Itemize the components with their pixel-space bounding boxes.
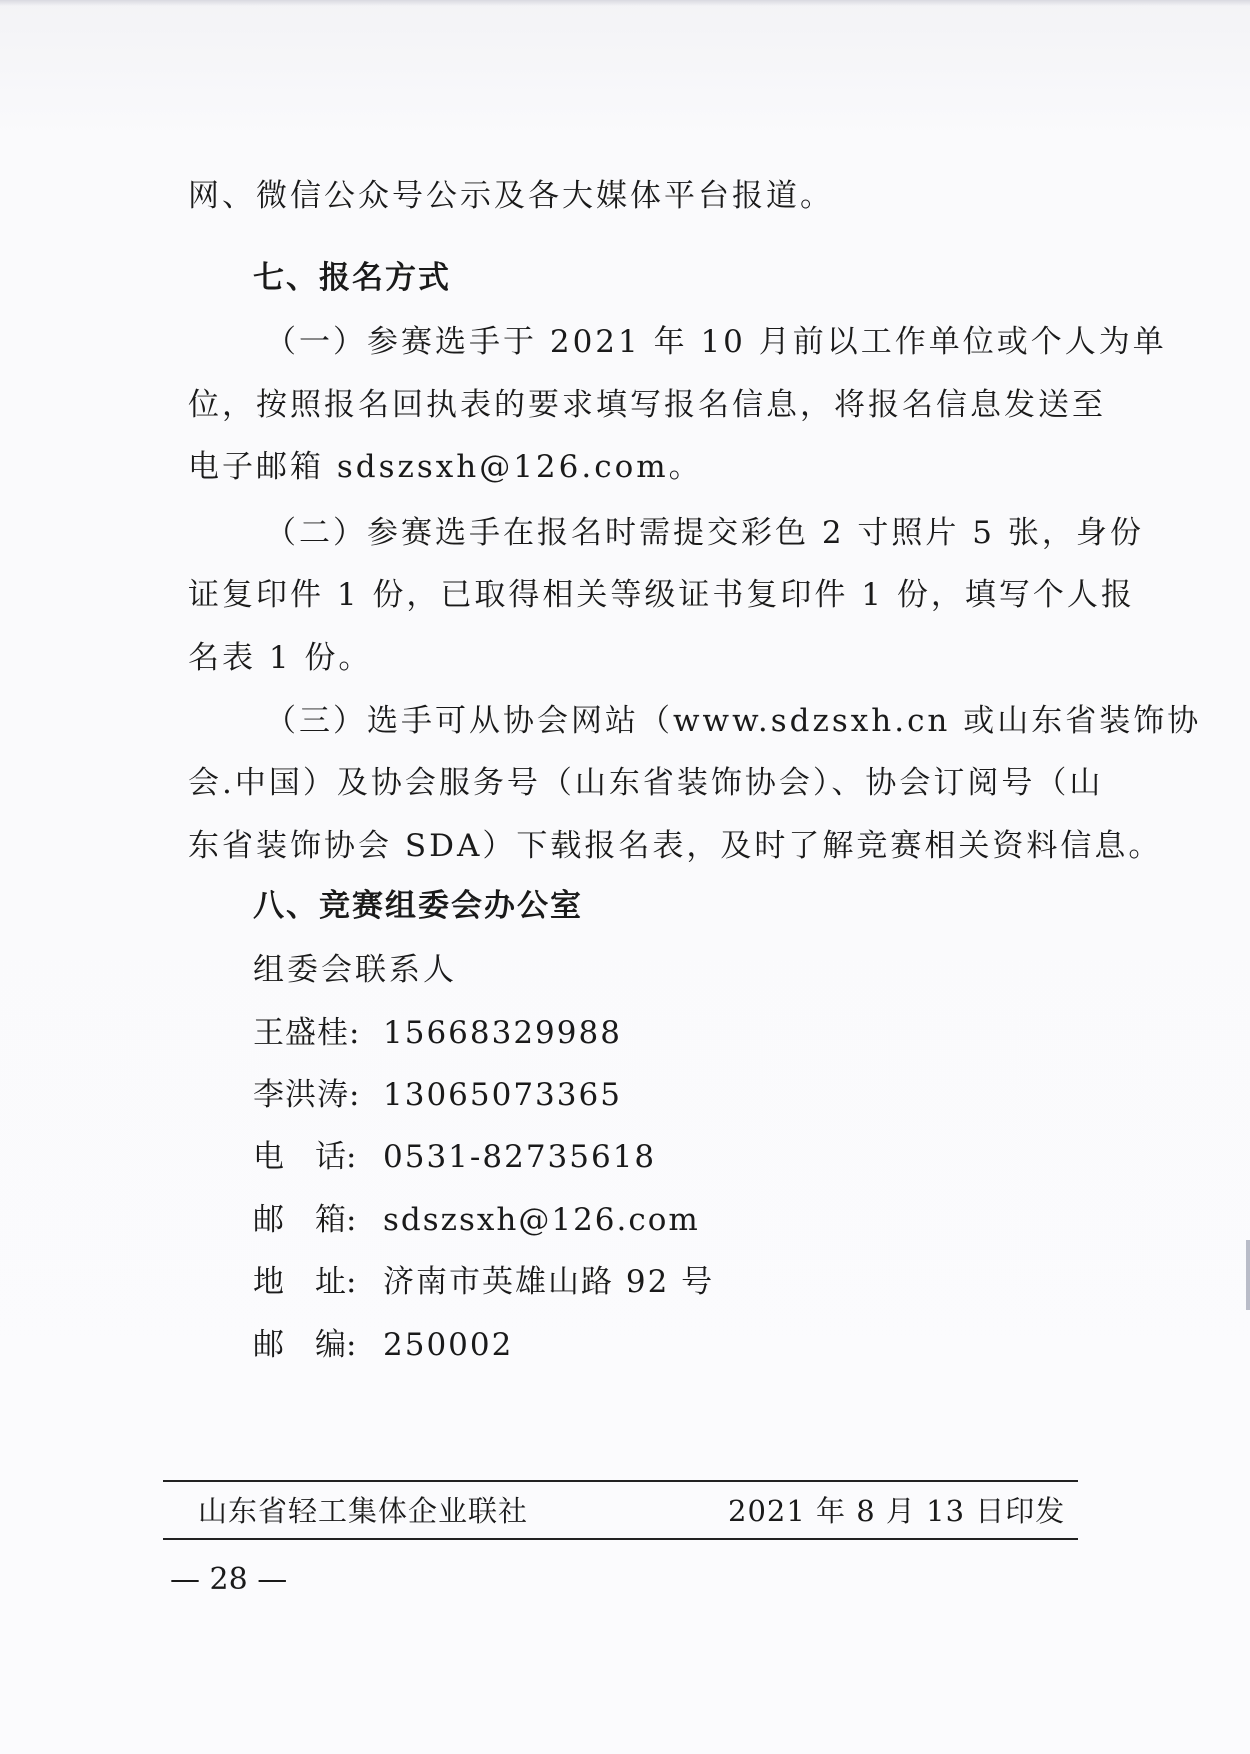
paragraph-line: 位，按照报名回执表的要求填写报名信息，将报名信息发送至: [188, 387, 1106, 423]
contact-value: 250002: [383, 1327, 514, 1363]
contact-row: [253, 1075, 622, 1115]
contact-row: [253, 1137, 656, 1177]
contact-value: 济南市英雄山路 92 号: [383, 1264, 715, 1300]
contact-row: [253, 1262, 714, 1302]
contact-value: 0531-82735618: [383, 1139, 657, 1175]
paragraph-line: 网、微信公众号公示及各大媒体平台报道。: [188, 178, 834, 214]
contact-label: 李洪涛:: [253, 1077, 361, 1113]
contact-row: [253, 1013, 622, 1053]
section-heading-8: 八、竞赛组委会办公室: [253, 888, 583, 924]
contact-value: 13065073365: [383, 1077, 622, 1113]
scan-edge-right: [1246, 1240, 1250, 1310]
imprint-organization: 山东省轻工集体企业联社: [198, 1494, 529, 1528]
paragraph-line: 电子邮箱 sdszsxh@126.com。: [188, 449, 703, 485]
contact-value: sdszsxh@126.com: [383, 1202, 700, 1238]
contact-title: 组委会联系人: [253, 952, 457, 988]
contact-value: 15668329988: [383, 1015, 622, 1051]
contact-label: 地 址:: [253, 1264, 357, 1300]
contact-label: 电 话:: [253, 1139, 357, 1175]
imprint-bottom-rule: [163, 1538, 1078, 1540]
contact-row: [253, 1325, 513, 1365]
paragraph-line: 名表 1 份。: [188, 640, 373, 676]
imprint-date: 2021 年 8 月 13 日印发: [728, 1494, 1066, 1528]
contact-label: 邮 编:: [253, 1327, 357, 1363]
imprint-top-rule: [163, 1480, 1078, 1482]
paragraph-line: （三）选手可从协会网站（www.sdzsxh.cn 或山东省装饰协: [265, 703, 1202, 739]
paragraph-line: 证复印件 1 份，已取得相关等级证书复印件 1 份，填写个人报: [188, 577, 1135, 613]
scan-edge-top: [0, 0, 1250, 6]
contact-label: 王盛桂:: [253, 1015, 361, 1051]
paragraph-line: 东省装饰协会 SDA）下载报名表，及时了解竞赛相关资料信息。: [188, 828, 1163, 864]
paragraph-line: 会.中国）及协会服务号（山东省装饰协会）、协会订阅号（山: [188, 765, 1104, 801]
contact-label: 邮 箱:: [253, 1202, 357, 1238]
contact-row: [253, 1200, 700, 1240]
section-heading-7: 七、报名方式: [253, 260, 451, 296]
paragraph-line: （一）参赛选手于 2021 年 10 月前以工作单位或个人为单: [265, 324, 1167, 360]
page-number: — 28 —: [170, 1562, 288, 1597]
paragraph-line: （二）参赛选手在报名时需提交彩色 2 寸照片 5 张，身份: [265, 515, 1144, 551]
